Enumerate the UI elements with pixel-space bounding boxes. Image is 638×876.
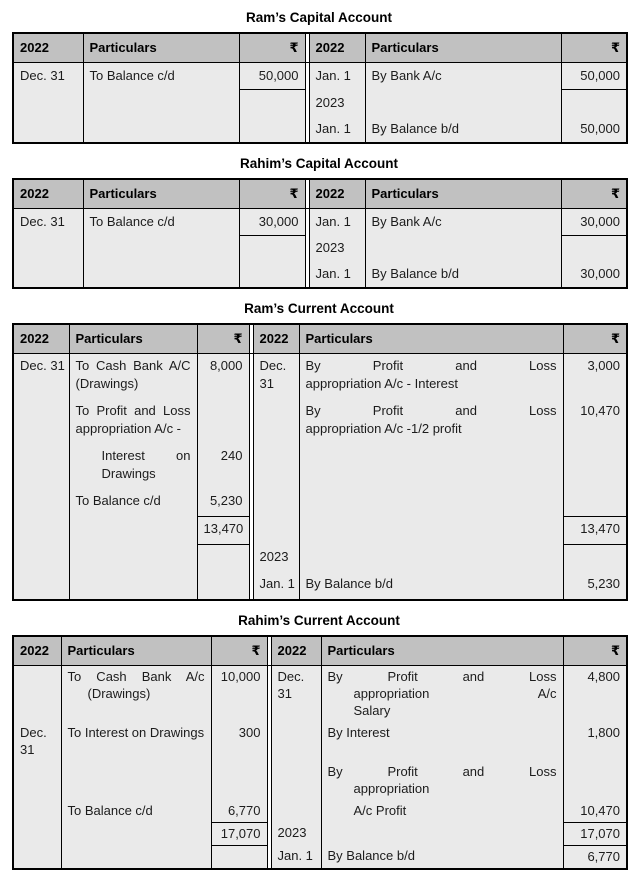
date-cell (309, 208, 365, 235)
account-table-body (13, 208, 627, 288)
column-header-particulars: Particulars (365, 33, 561, 63)
particulars-cell (365, 116, 561, 143)
column-header-particulars: Particulars (299, 324, 563, 354)
table-row (13, 354, 627, 400)
particulars-cell (321, 665, 563, 722)
cell-line: 31 (259, 376, 274, 391)
amount-cell (239, 235, 305, 261)
date-cell (13, 399, 69, 444)
cell-line: 30,000 (580, 213, 620, 229)
cell-line: Dec. (20, 724, 47, 740)
column-header-particulars: Particulars (83, 179, 239, 209)
table-row (13, 90, 627, 116)
amount-cell (197, 489, 249, 517)
particulars-cell (299, 354, 563, 400)
amount-cell (563, 845, 627, 869)
amount-cell (563, 665, 627, 722)
column-header-amount: ₹ (561, 33, 627, 63)
particulars-cell (69, 444, 197, 489)
date-cell (13, 800, 61, 823)
table-row (13, 545, 627, 572)
header-row (13, 179, 627, 209)
cell-line: (Drawings) (87, 685, 151, 701)
particulars-cell (83, 63, 239, 90)
column-header-date: 2022 (309, 33, 365, 63)
amount-cell (563, 517, 627, 545)
cell-line: 300 (238, 724, 261, 740)
amount-cell (211, 800, 267, 823)
date-cell (271, 665, 321, 722)
particulars-cell (69, 489, 197, 517)
amount-cell (211, 845, 267, 869)
cell-line: By Bank A/c (371, 213, 442, 229)
amount-cell (563, 822, 627, 845)
table-row (13, 822, 627, 845)
date-cell (271, 822, 321, 845)
cell-line: 10,470 (580, 802, 620, 818)
cell-line: 17,070 (220, 825, 261, 841)
amount-cell (561, 63, 627, 90)
particulars-cell (69, 572, 197, 600)
date-cell (13, 822, 61, 845)
column-header-amount: ₹ (563, 324, 627, 354)
account-section-ram-capital (12, 10, 626, 144)
amount-cell (211, 822, 267, 845)
account-table (12, 323, 628, 601)
particulars-cell (83, 261, 239, 288)
header-row (13, 324, 627, 354)
cell-line: 1,800 (587, 724, 620, 740)
cell-line: 13,470 (203, 521, 244, 536)
amount-cell (211, 722, 267, 761)
particulars-cell (69, 545, 197, 572)
table-row (13, 399, 627, 444)
particulars-cell (69, 399, 197, 444)
table-row (13, 761, 627, 800)
account-table (12, 178, 628, 290)
cell-line: To Balance c/d (89, 213, 175, 229)
particulars-cell (299, 444, 563, 489)
date-cell (13, 63, 83, 90)
date-cell (253, 444, 299, 489)
amount-cell (561, 116, 627, 143)
cell-line: 31 (20, 741, 35, 757)
amount-cell (563, 800, 627, 823)
cell-line: 17,070 (580, 825, 620, 841)
cell-line: To Interest on Drawings (67, 724, 205, 740)
date-cell (13, 845, 61, 869)
date-cell (253, 545, 299, 572)
amount-cell (561, 261, 627, 288)
amount-cell (561, 208, 627, 235)
particulars-cell (61, 800, 211, 823)
particulars-cell (321, 761, 563, 800)
cell-line: 5,230 (587, 575, 620, 591)
cell-line: appropriation A/c - Interest (305, 376, 458, 391)
particulars-cell (83, 90, 239, 116)
particulars-cell (365, 261, 561, 288)
particulars-cell (321, 822, 563, 845)
amount-cell (211, 665, 267, 722)
cell-line: Jan. 1 (277, 848, 313, 863)
cell-line: Dec. (259, 358, 287, 373)
amount-cell (197, 545, 249, 572)
table-row (13, 444, 627, 489)
account-title: Rahim’s Current Account (238, 612, 400, 628)
column-header-date: 2022 (253, 324, 299, 354)
column-header-particulars: Particulars (321, 636, 563, 666)
date-cell (271, 722, 321, 761)
date-cell (309, 261, 365, 288)
cell-line: Dec. 31 (20, 68, 65, 83)
date-cell (309, 90, 365, 116)
amount-cell (563, 399, 627, 444)
particulars-cell (299, 399, 563, 444)
date-cell (13, 261, 83, 288)
amount-cell (563, 444, 627, 489)
date-cell (271, 761, 321, 800)
particulars-cell (321, 722, 563, 761)
account-title: Rahim’s Capital Account (239, 155, 399, 171)
column-header-date: 2022 (13, 179, 83, 209)
cell-line: appropriation A/c - (75, 421, 182, 436)
column-header-particulars: Particulars (61, 636, 211, 666)
cell-line: Jan. 1 (315, 213, 351, 229)
amount-cell (563, 761, 627, 800)
cell-line: 4,800 (587, 668, 620, 684)
particulars-cell (365, 235, 561, 261)
date-cell (271, 845, 321, 869)
account-section-rahim-capital (12, 156, 626, 290)
header-row (13, 33, 627, 63)
date-cell (309, 235, 365, 261)
table-row (13, 116, 627, 143)
cell-line: 6,770 (227, 802, 261, 818)
column-header-particulars: Particulars (365, 179, 561, 209)
particulars-cell (365, 90, 561, 116)
account-table-body (13, 665, 627, 869)
date-cell (253, 517, 299, 545)
cell-line: 2023 (315, 94, 345, 110)
cell-line: By Balance b/d (327, 848, 415, 863)
cell-line: To Cash Bank A/C (75, 358, 191, 373)
particulars-cell (69, 517, 197, 545)
amount-cell (239, 208, 305, 235)
date-cell (13, 572, 69, 600)
date-cell (13, 208, 83, 235)
date-cell (13, 545, 69, 572)
column-header-date: 2022 (271, 636, 321, 666)
date-cell (253, 354, 299, 400)
amount-cell (239, 261, 305, 288)
particulars-cell (321, 845, 563, 869)
cell-line: 30,000 (258, 213, 299, 229)
column-header-amount: ₹ (197, 324, 249, 354)
table-row (13, 722, 627, 761)
cell-line: By Balance b/d (371, 120, 459, 136)
amount-cell (239, 63, 305, 90)
cell-line: By Profit and Loss (327, 668, 557, 684)
particulars-cell (365, 208, 561, 235)
amount-cell (197, 517, 249, 545)
cell-line: Dec. 31 (20, 358, 65, 373)
column-header-particulars: Particulars (69, 324, 197, 354)
column-header-date: 2022 (13, 324, 69, 354)
amount-cell (197, 572, 249, 600)
particulars-cell (299, 572, 563, 600)
amount-cell (197, 354, 249, 400)
particulars-cell (83, 235, 239, 261)
table-row (13, 489, 627, 517)
particulars-cell (61, 845, 211, 869)
date-cell (13, 90, 83, 116)
date-cell (309, 63, 365, 90)
date-cell (13, 354, 69, 400)
column-header-date: 2022 (13, 33, 83, 63)
account-title: Ram’s Current Account (244, 301, 394, 316)
table-row (13, 845, 627, 869)
account-section-rahim-current (12, 613, 626, 870)
particulars-cell (299, 545, 563, 572)
particulars-cell (61, 822, 211, 845)
cell-line: Dec. 31 (20, 213, 65, 229)
date-cell (13, 761, 61, 800)
amount-cell (239, 116, 305, 143)
amount-cell (563, 489, 627, 517)
cell-line: appropriation A/c (353, 685, 557, 701)
cell-line: To Balance c/d (67, 802, 153, 818)
cell-line: 240 (220, 448, 243, 463)
date-cell (253, 399, 299, 444)
column-header-amount: ₹ (239, 33, 305, 63)
date-cell (309, 116, 365, 143)
cell-line: 30,000 (580, 266, 620, 281)
cell-line: By Balance b/d (305, 575, 393, 591)
cell-line: A/c Profit (353, 802, 407, 818)
cell-line: By Profit and Loss (327, 763, 557, 779)
cell-line: By Balance b/d (371, 266, 459, 281)
cell-line: 2023 (315, 240, 345, 255)
cell-line: (Drawings) (75, 376, 139, 391)
cell-line: 10,000 (220, 668, 261, 684)
particulars-cell (83, 208, 239, 235)
cell-line: Drawings (101, 466, 156, 481)
particulars-cell (61, 722, 211, 761)
cell-line: By Profit and Loss (305, 403, 557, 418)
cell-line: 5,230 (209, 493, 243, 508)
cell-line: Jan. 1 (259, 575, 295, 591)
cell-line: 13,470 (580, 521, 620, 536)
date-cell (253, 572, 299, 600)
date-cell (271, 800, 321, 823)
amount-cell (563, 722, 627, 761)
account-section-ram-current (12, 301, 626, 601)
column-header-amount: ₹ (239, 179, 305, 209)
amount-cell (197, 399, 249, 444)
account-table (12, 32, 628, 144)
table-row (13, 235, 627, 261)
cell-line: 50,000 (580, 120, 620, 136)
cell-line: 6,770 (587, 848, 620, 864)
account-title: Ram’s Capital Account (245, 10, 393, 25)
table-row (13, 517, 627, 545)
column-header-particulars: Particulars (83, 33, 239, 63)
cell-line: Jan. 1 (315, 68, 351, 83)
cell-line: 50,000 (258, 68, 299, 83)
cell-line: To Balance c/d (89, 68, 175, 83)
account-table-body (13, 63, 627, 143)
cell-line: To Balance c/d (75, 493, 161, 508)
particulars-cell (299, 489, 563, 517)
cell-line: By Interest (327, 724, 390, 740)
header-row (13, 636, 627, 666)
cell-line: Dec. (277, 668, 305, 684)
date-cell (253, 489, 299, 517)
table-row (13, 261, 627, 288)
cell-line: 8,000 (209, 358, 243, 373)
column-header-date: 2022 (13, 636, 61, 666)
cell-line: 2023 (277, 825, 307, 840)
particulars-cell (365, 63, 561, 90)
particulars-cell (69, 354, 197, 400)
cell-line: By Bank A/c (371, 68, 442, 83)
particulars-cell (61, 761, 211, 800)
cell-line: 10,470 (580, 403, 620, 418)
particulars-cell (321, 800, 563, 823)
date-cell (13, 235, 83, 261)
particulars-cell (83, 116, 239, 143)
table-row (13, 665, 627, 722)
cell-line: 50,000 (580, 68, 620, 83)
date-cell (13, 517, 69, 545)
particulars-cell (61, 665, 211, 722)
table-row (13, 800, 627, 823)
particulars-cell (299, 517, 563, 545)
cell-line: appropriation (353, 780, 430, 796)
account-table-body (13, 354, 627, 600)
amount-cell (563, 354, 627, 400)
table-row (13, 208, 627, 235)
date-cell (13, 665, 61, 722)
cell-line: 2023 (259, 548, 289, 564)
amount-cell (211, 761, 267, 800)
cell-line: Jan. 1 (315, 120, 351, 136)
amount-cell (197, 444, 249, 489)
table-row (13, 572, 627, 600)
column-header-date: 2022 (309, 179, 365, 209)
cell-line: 31 (277, 685, 292, 701)
date-cell (13, 116, 83, 143)
amount-cell (561, 235, 627, 261)
date-cell (13, 444, 69, 489)
cell-line: Salary (353, 702, 391, 718)
column-header-amount: ₹ (563, 636, 627, 666)
amount-cell (561, 90, 627, 116)
date-cell (13, 722, 61, 761)
cell-line: By Profit and Loss (305, 358, 557, 373)
amount-cell (563, 545, 627, 572)
amount-cell (563, 572, 627, 600)
column-header-amount: ₹ (561, 179, 627, 209)
cell-line: 3,000 (587, 358, 620, 373)
column-header-amount: ₹ (211, 636, 267, 666)
cell-line: To Profit and Loss (75, 403, 191, 418)
date-cell (13, 489, 69, 517)
cell-line: Interest on (101, 448, 191, 463)
table-row (13, 63, 627, 90)
cell-line: To Cash Bank A/c (67, 668, 205, 684)
account-table (12, 635, 628, 870)
cell-line: appropriation A/c -1/2 profit (305, 421, 462, 436)
cell-line: Jan. 1 (315, 266, 351, 281)
amount-cell (239, 90, 305, 116)
